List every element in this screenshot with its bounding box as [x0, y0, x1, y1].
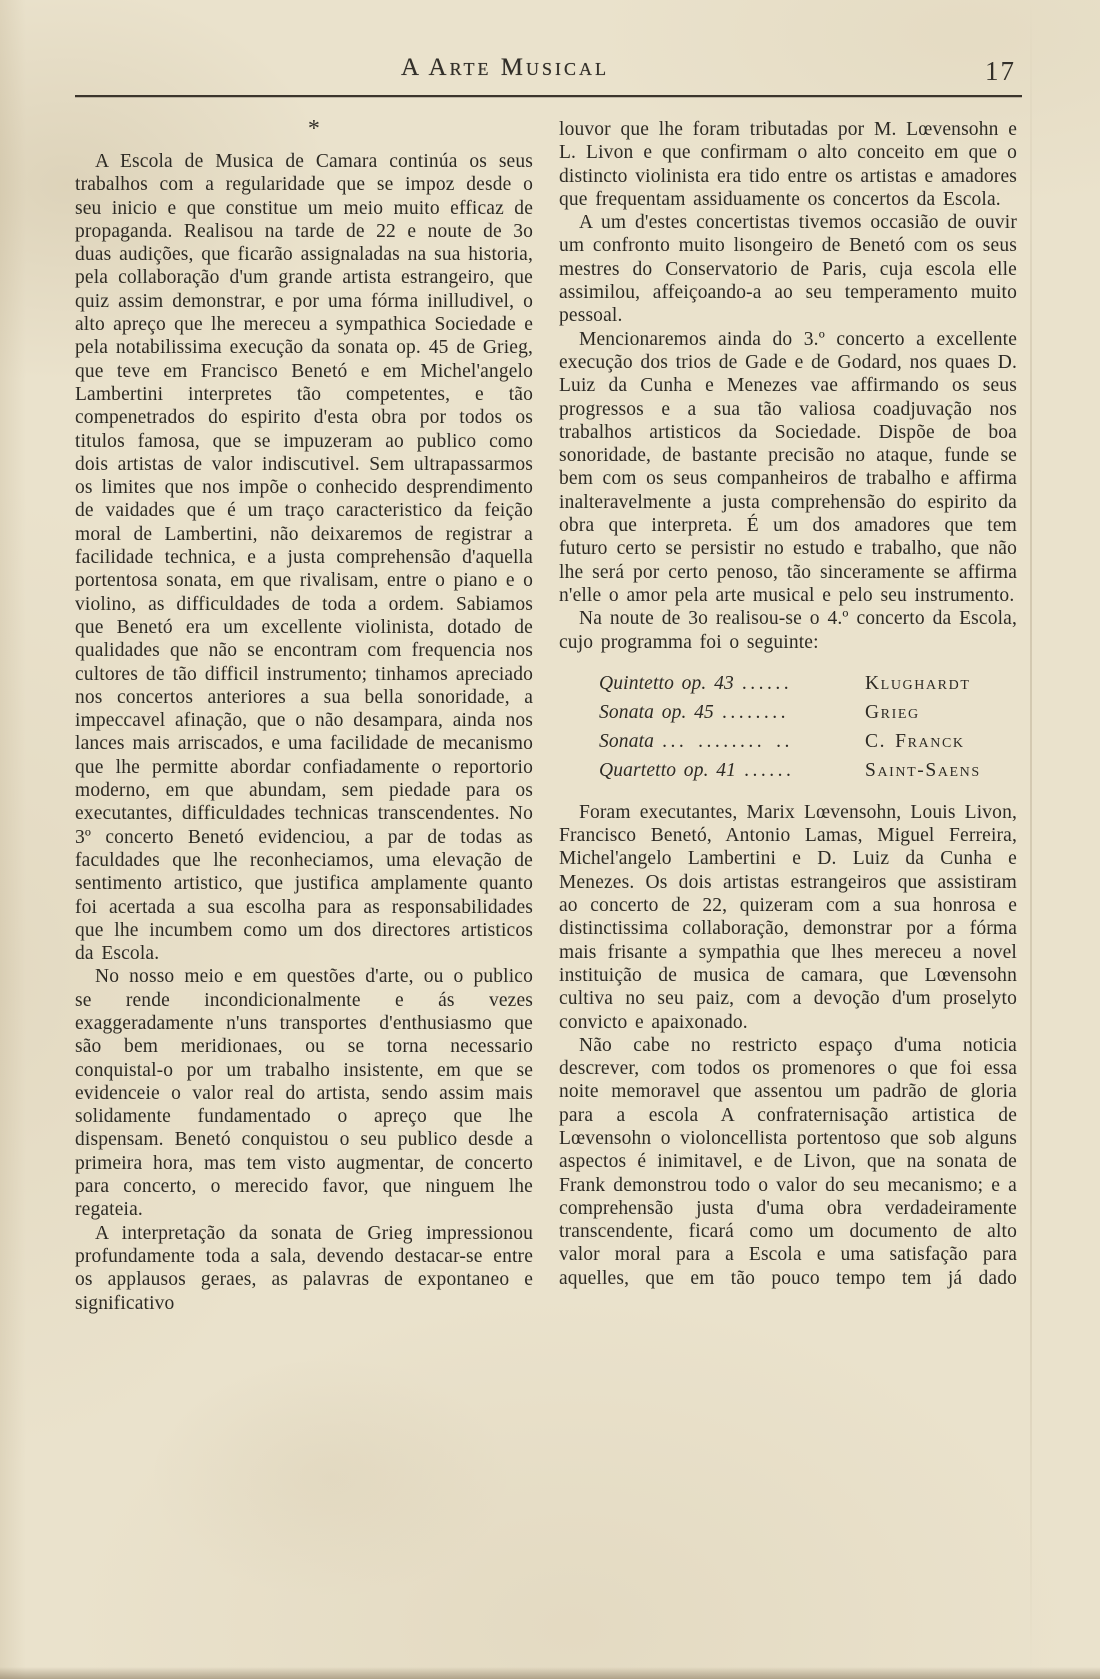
program-row	[599, 669, 1017, 698]
section-separator-asterisk: *	[307, 116, 321, 142]
leader-dots: ... ........ ..	[662, 730, 793, 752]
header-rule	[75, 95, 1022, 97]
program-row	[599, 756, 1017, 785]
journal-title: A Arte Musical	[401, 54, 609, 81]
program-piece: Quartetto op. 41	[599, 759, 737, 781]
article-paragraph: A um d'estes concertistas tivemos occasião de ouvir um confronto muito lisongeiro de Benetó com os seus mestres do Conservatorio de Paris, cuja escola elle assimilou, affeiçoando-a ao seu temperamento muito pessoal.	[559, 212, 1017, 327]
program-composer: Saint-Saens	[865, 759, 981, 781]
article-paragraph: No nosso meio e em questões d'arte, ou o publico se rende incondicionalmente e ás vezes exaggeradamente n'uns transportes d'enthusiasmo que são bem meridionaes, ou se torna necessario conquistal-o por um trabalho insistente, em que se evidenceie o valor real do artista, sendo assim mais solidamente fundamentado o apreço que lhe dispensam. Benetó conquistou o seu publico desde a primeira hora, mas tem visto augmentar, de concerto para concerto, o merecido favor, que ninguem lhe regateia.	[75, 966, 533, 1221]
article-paragraph: louvor que lhe foram tributadas por M. Lœvensohn e L. Livon e que confirmam o alto conceito em que o distincto violinista era tido entre os artistas e amadores que frequentam assiduamente os concertos da Escola.	[559, 119, 1017, 210]
page-number: 17	[985, 56, 1016, 86]
concert-program-list	[599, 669, 1017, 785]
program-composer: Klughardt	[865, 672, 971, 694]
program-row	[599, 727, 1017, 756]
right-column	[559, 118, 1017, 1315]
article-paragraph: Na noute de 3o realisou-se o 4.º concerto da Escola, cujo programma foi o seguinte:	[559, 608, 1017, 653]
program-composer: Grieg	[865, 701, 920, 723]
program-piece: Sonata	[599, 730, 655, 752]
article-paragraph: Foram executantes, Marix Lœvensohn, Louis Livon, Francisco Benetó, Antonio Lamas, Miguel Ferreira, Michel'angelo Lambertini e D. Luiz da Cunha e Menezes. Os dois artistas estrangeiros que assistiram ao concerto de 22, quizeram com a sua honrosa e distinctissima collaboração, demonstrar por a fórma mais frisante a sympathia que lhes mereceu a novel instituição de musica de camara, que Lœvensohn cultiva no seu paiz, com a devoção d'um proselyto convicto e apaixonado.	[559, 801, 1017, 1033]
leader-dots: ......	[741, 672, 793, 694]
program-piece: Sonata op. 45	[599, 701, 714, 723]
article-paragraph: Não cabe no restricto espaço d'uma noticia descrever, com todos os promenores o que foi essa noite memoravel que assentou um padrão de gloria para a escola A confraternisação artistica de Lœvensohn o violoncellista portentoso que sob alguns aspectos é inimitavel, e de Livon, que na sonata de Frank demonstrou todo o valor do seu mecanismo; e a comprehensão justa d'uma obra verdadeiramente transcendente, ficará como um documento de alto valor moral para a Escola e uma satisfação para aquelles, que em tão pouco tempo tem já dado	[559, 1034, 1017, 1289]
article-paragraph: A interpretação da sonata de Grieg impressionou profundamente toda a sala, devendo destacar-se entre os applausos geraes, as palavras de expontaneo e significativo	[75, 1222, 533, 1314]
program-composer: C. Franck	[865, 730, 965, 752]
program-row	[599, 698, 1017, 727]
program-piece: Quintetto op. 43	[599, 672, 734, 694]
left-column	[75, 118, 533, 1315]
leader-dots: ........	[721, 701, 789, 723]
paper-crease	[1030, 0, 1032, 1679]
article-columns	[75, 118, 1018, 1315]
article-paragraph: Mencionaremos ainda do 3.º concerto a excellente execução dos trios de Gade e de Godard, nos quaes D. Luiz da Cunha e Menezes vae affirmando os seus progressos e a sua tão valiosa coadjuvação nos trabalhos artisticos da Sociedade. Dispõe de boa sonoridade, de bastante precisão no ataque, funde se bem com os seus companheiros de trabalho e affirma inalteravelmente a justa comprehensão do espirito da obra que interpreta. É um dos amadores que tem futuro certo se persistir no estudo e trabalho, que não lhe será por certo penoso, tão sinceramente se affirma n'elle o amor pela arte musical e pelo seu instrumento.	[559, 328, 1017, 606]
article-paragraph: A Escola de Musica de Camara continúa os seus trabalhos com a regularidade que se impoz desde o seu inicio e que constitue um meio muito efficaz de propaganda. Realisou na tarde de 22 e noute de 3o duas audições, que ficarão assignaladas na sua historia, pela collaboração d'um grande artista estrangeiro, que quiz assim demonstrar, e por uma fórma inilludivel, o alto apreço que lhe mereceu a sympathica Sociedade e pela notabilissima execução da sonata op. 45 de Grieg, que teve em Francisco Benetó e em Michel'angelo Lambertini interpretes tão competentes, e tão compenetrados do espirito d'esta obra por todos os titulos famosa, que se impuzeram ao publico como dois artistas de valor indiscutivel. Sem ultrapassarmos os limites que nos impõe o conhecido desprendimento de vaidades que é um traço caracteristico da feição moral de Lambertini, não deixaremos de registrar a facilidade technica, e a justa comprehensão d'aquella portentosa sonata, em que rivalisam, entre o piano e o violino, as difficuldades de toda a ordem. Sabiamos que Benetó era um excellente violinista, dotado de qualidades que não se encontram com frequencia nos cultores de tão difficil instrumento; tinhamos apreciado nos concertos anteriores a sua bella sonoridade, a impeccavel afinação, que o não desampara, ainda nos lances mais arriscados, e uma facilidade de mecanismo que lhe permitte abordar confiadamente o reportorio moderno, em que abundam, sem piedade para os executantes, difficuldades technicas transcendentes. No 3º concerto Benetó evidenciou, a par de todas as faculdades que lhe reconheciamos, uma elevação de sentimento artistico, que justifica amplamente quanto foi acertada a sua escolha para as responsabilidades que lhe incumbem como um dos directores artisticos da Escola.	[75, 151, 533, 965]
leader-dots: ......	[744, 759, 795, 781]
